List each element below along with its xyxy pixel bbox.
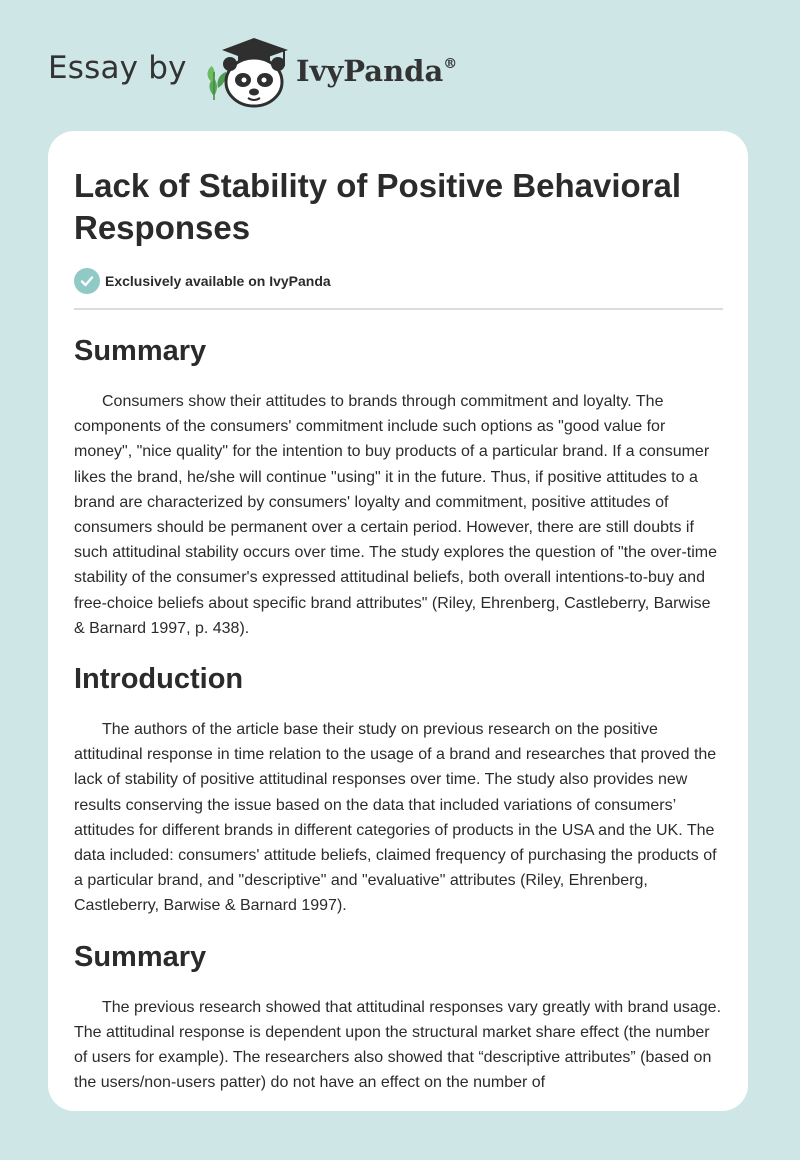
panda-logo-icon[interactable]	[200, 34, 292, 110]
registered-mark: ®	[443, 56, 458, 73]
site-header	[0, 0, 800, 130]
exclusive-badge	[74, 267, 723, 295]
essay-by-label: Essay by	[48, 50, 187, 86]
divider	[74, 308, 723, 310]
section-heading: Summary	[74, 335, 207, 367]
check-circle-icon	[74, 268, 100, 294]
article-title: Lack of Stability of Positive Behavioral Responses	[74, 167, 682, 246]
article-card	[48, 131, 748, 1111]
section-paragraph: The authors of the article base their study on previous research on the positive attitudinal response in time relation to the usage of a brand and researches that proved the lack of stability of positive attitudinal responses over time. The study also provides new results conserving the issue based on the data that included variations of consumers’ attitudes for different brands in different categories of products in the USA and the UK. The data included: consumers' attitude beliefs, claimed frequency of purchasing the products of a particular brand, and "descriptive" and "evaluative" attributes (Riley, Ehrenberg, Castleberry, Barwise & Barnard 1997).	[74, 721, 717, 915]
brand-label: IvyPanda	[296, 54, 444, 88]
ivy-leaf-icon	[208, 66, 227, 100]
section-paragraph: The previous research showed that attitudinal responses vary greatly with brand usage. The attitudinal response is dependent upon the structural market share effect (the number of users for example). The researchers also showed that “descriptive attributes” (based on the users/non-users patter) do not have an effect on the number of	[74, 998, 722, 1092]
brand-name[interactable]	[296, 54, 457, 88]
exclusive-badge-label: Exclusively available on IvyPanda	[105, 273, 331, 289]
section-paragraph: Consumers show their attitudes to brands through commitment and loyalty. The components of the consumers' commitment include such options as "good value for money", "nice quality" for the intention to buy products of a particular brand. If a consumer likes the brand, he/she will continue "using" it in the future. Thus, if positive attitudes to a brand are characterized by consumers' loyalty and commitment, positive attitudes of consumers should be permanent over a certain period. However, there are still doubts if such attitudinal stability occurs over time. The study explores the question of "the over-time stability of the consumer's expressed attitudinal beliefs, both overall intentions-to-buy and free-choice beliefs about specific brand attributes" (Riley, Ehrenberg, Castleberry, Barwise & Barnard 1997, p. 438).	[74, 393, 718, 637]
section-heading: Summary	[74, 940, 207, 973]
article-body	[74, 165, 723, 1095]
section-heading: Introduction	[74, 663, 244, 696]
